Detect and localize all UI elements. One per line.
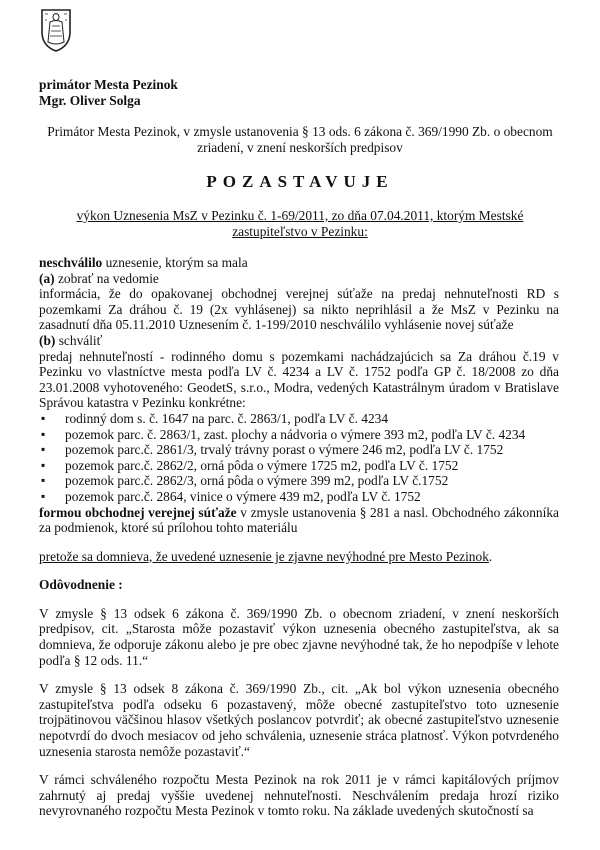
- paragraph-1: V zmysle § 13 odsek 6 zákona č. 369/1990 Zb. o obecnom zriadení, v znení neskorších predpisov, cit. „Starosta môže pozastaviť výkon uznesenia obecného zastupiteľstva, ak sa domnieva, že odporuje zákonu alebo je pre obec zjavne nevýhodné tak, že ho nepodpíše v lehote podľa § 12 ods. 11.“: [39, 605, 559, 668]
- reason-end: .: [488, 548, 493, 564]
- list-item: ▪ pozemok parc.č. 2864, vinice o výmere 439 m2, podľa LV č. 1752: [39, 489, 559, 505]
- reason-line: [39, 549, 559, 565]
- item-a-label: (a): [39, 270, 55, 286]
- paragraph-2: V zmysle § 13 odsek 8 zákona č. 369/1990 Zb., cit. „Ak bol výkon uznesenia obecného zastupiteľstva podľa odseku 6 pozastavený, môže obecné zastupiteľstvo toto uznesenie trojpätinovou väčšinou hlasov všetkých poslancov potvrdiť; ak obecné zastupiteľstvo uznesenie nepotvrdí do dvoch mesiacov od jeho schválenia, uznesenie stráca platnosť. Výkon potvrdeného uznesenia starosta nemôže pozastaviť.“: [39, 681, 559, 759]
- verb-rest: uznesenie, ktorým sa mala: [102, 255, 248, 270]
- reason-underlined: pretože sa domnieva, že uvedené uznesenie je zjavne nevýhodné pre Mesto Pezinok: [39, 548, 489, 564]
- intro-text: Primátor Mesta Pezinok, v zmysle ustanovenia § 13 ods. 6 zákona č. 369/1990 Zb. o obecnom zriadení, v znení neskorších predpisov: [47, 124, 553, 155]
- verb-bold: neschválilo: [39, 255, 103, 270]
- list-item: ▪ pozemok parc.č. 2862/2, orná pôda o výmere 1725 m2, podľa LV č. 1752: [39, 458, 559, 474]
- list-item: ▪ pozemok parc.č. 2861/3, trvalý trávny porast o výmere 246 m2, podľa LV č. 1752: [39, 442, 559, 458]
- author-block: [39, 77, 178, 109]
- coat-of-arms-icon: [40, 8, 72, 52]
- form-bold: formou obchodnej verejnej súťaže: [39, 504, 237, 520]
- property-list: [39, 411, 559, 505]
- item-b-text: schváliť: [55, 332, 103, 348]
- item-a-body: informácia, že do opakovanej obchodnej verejnej súťaže na predaj nehnuteľnosti RD s pozemkami Za dráhou č. 19 (2x vyhlásenej) sa nikto neprihlásil a že MsZ v Pezinku na zasadnutí dňa 05.11.2010 Uznesením č. 1-199/2010 neschválilo vyhlásenie novej súťaže: [39, 286, 559, 333]
- author-title: primátor Mesta Pezinok: [39, 77, 178, 92]
- list-item: ▪ pozemok parc. č. 2863/1, zast. plochy a nádvoria o výmere 393 m2, podľa LV č. 4234: [39, 427, 559, 443]
- item-b-body: predaj nehnuteľností - rodinného domu s pozemkami nachádzajúcich sa Za dráhou č.19 v Pezinku vo vlastníctve mesta podľa LV č. 4234 a LV č. 1752 podľa GP č. 18/2008 zo dňa 23.01.2008 vyhotoveného: GeodetS, s.r.o., Modra, vedených Katastrálnym úradom v Bratislave Správou katastra v Pezinku konkrétne:: [39, 348, 559, 411]
- justification-heading-text: Odôvodnenie :: [39, 577, 123, 593]
- list-item: ▪ pozemok parc.č. 2862/3, orná pôda o výmere 399 m2, podľa LV č.1752: [39, 473, 559, 489]
- page-title: POZASTAVUJE: [206, 172, 394, 191]
- item-b-line: [39, 333, 559, 349]
- list-item: ▪ rodinný dom s. č. 1647 na parc. č. 2863/1, podľa LV č. 4234: [39, 411, 559, 427]
- justification-heading: [39, 577, 559, 593]
- resolution-subtitle: výkon Uznesenia MsZ v Pezinku č. 1-69/2011, zo dňa 07.04.2011, ktorým Mestské zastupiteľstvo v Pezinku:: [76, 208, 524, 239]
- form-rest: v zmysle ustanovenia § 281 a nasl. Obchodného zákonníka za podmienok, ktoré sú prílohou tohto materiálu: [39, 504, 559, 536]
- paragraph-3: V rámci schváleného rozpočtu Mesta Pezinok na rok 2011 je v rámci kapitálových príjmov zahrnutý aj predaj vyššie uvedenej nehnuteľnosti. Neschválením predaja hrozí riziko nevyrovnaného rozpočtu Mesta Pezinok v tomto roku. Na základe uvedených skutočností sa: [39, 772, 559, 819]
- item-a-text: zobrať na vedomie: [54, 270, 159, 286]
- item-b-label: (b): [39, 332, 56, 348]
- resolution-verb-line: [39, 255, 559, 271]
- author-name: Mgr. Oliver Solga: [39, 93, 141, 108]
- form-of-sale: [39, 505, 559, 536]
- document-body: [39, 255, 559, 819]
- item-a-line: [39, 271, 559, 287]
